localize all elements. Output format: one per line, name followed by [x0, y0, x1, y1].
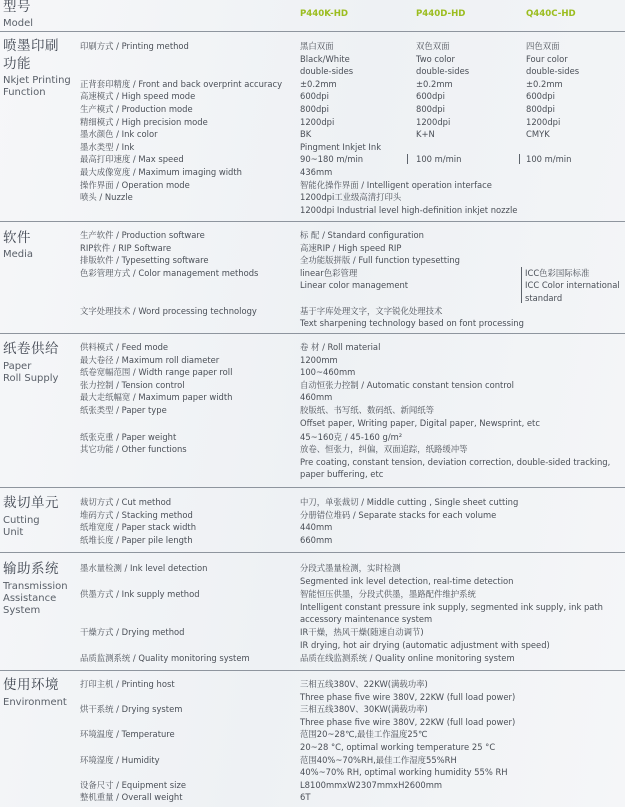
spec-value-k: double-sides: [300, 66, 354, 77]
section-title-en: Unit: [3, 527, 24, 538]
section-title-en: Transmission: [3, 581, 68, 592]
column-separator: [519, 154, 520, 164]
spec-value-c: ICC Color international: [525, 280, 620, 291]
section-title-en: Media: [3, 249, 34, 260]
spec-value-k: 800dpi: [300, 104, 329, 114]
column-separator: [407, 154, 408, 164]
spec-value-k: 600dpi: [300, 91, 329, 102]
spec-value-k: 标 配 / Standard configuration: [300, 230, 424, 240]
spec-label: 干燥方式 / Drying method: [80, 627, 185, 637]
spec-value-k: 1200dpi工业级高清打印头: [300, 192, 402, 203]
spec-label: 最大成像宽度 / Maximum imaging width: [80, 167, 242, 177]
spec-value-k: 范围40%~70%RH,最佳工作湿度55%RH: [300, 754, 457, 765]
spec-value-k: 高速RIP / High speed RIP: [300, 242, 402, 253]
spec-value-k: Three phase five wire 380V, 22KW (full load power): [300, 691, 516, 702]
spec-label: 纸张类型 / Paper type: [80, 405, 167, 415]
model-p440k-hd: P440K-HD: [300, 9, 349, 19]
model-label-cn: 型号: [3, 0, 31, 15]
spec-value-k: 90~180 m/min: [300, 154, 364, 165]
spec-value-k: 自动恒张力控制 / Automatic constant tension control: [300, 379, 515, 390]
spec-label: 整机重量 / Overall weight: [80, 792, 183, 803]
spec-label: 墨水量检测 / Ink level detection: [80, 563, 208, 573]
spec-value-d: 1200dpi: [416, 116, 451, 127]
section-title-en: Roll Supply: [3, 373, 59, 384]
spec-label: 纸堆长度 / Paper pile length: [80, 534, 193, 545]
divider: [0, 670, 625, 671]
spec-value-k: linear色彩管理: [300, 267, 358, 278]
spec-label: 其它功能 / Other functions: [80, 444, 187, 455]
spec-value-k: Black/White: [300, 53, 350, 64]
spec-value-k: 6T: [300, 792, 311, 803]
spec-value-k: 1200dpi: [300, 116, 335, 127]
spec-value-k: 40%~70% RH, optimal working humidity 55% RH: [300, 767, 508, 778]
spec-label: 正背套印精度 / Front and back overprint accuracy: [80, 78, 283, 89]
spec-label: 设备尺寸 / Equipment size: [80, 779, 187, 790]
spec-label: 墨水类型 / Ink: [80, 141, 135, 152]
spec-value-k: 三相五线380V、30KW(满载功率): [300, 704, 428, 715]
spec-value-d: 600dpi: [416, 91, 445, 102]
spec-label: 纸堆宽度 / Paper stack width: [80, 522, 197, 533]
spec-value-k: 660mm: [300, 534, 333, 545]
spec-value-c: Four color: [526, 53, 568, 64]
spec-value-k: 放卷、恒张力，纠偏，双面追踪，纸路缓冲等: [300, 444, 468, 455]
spec-label: 打印主机 / Printing host: [80, 679, 175, 689]
spec-value-k: 436mm: [300, 167, 333, 177]
spec-label: 最高打印速度 / Max speed: [80, 154, 184, 165]
spec-value-k: 范围20~28℃,最佳工作温度25℃: [300, 729, 428, 740]
spec-value-c: 600dpi: [526, 91, 555, 102]
spec-value-k: Text sharpening technology based on font processing: [300, 318, 524, 329]
spec-label: 供墨方式 / Ink supply method: [80, 589, 200, 599]
spec-label: 供料模式 / Feed mode: [80, 342, 169, 352]
spec-value-k: 全功能版拼版 / Full function typesetting: [300, 255, 460, 266]
spec-label: 纸卷宽幅范围 / Width range paper roll: [80, 367, 233, 378]
spec-label: 堆码方式 / Stacking method: [80, 509, 193, 520]
spec-value-k: Three phase five wire 380V, 22KW (full load power): [300, 716, 516, 727]
section-title-en: Function: [3, 87, 46, 98]
spec-label: 最大走纸幅宽 / Maximum paper width: [80, 392, 233, 403]
spec-value-k: 品质在线监测系统 / Quality online monitoring system: [300, 653, 515, 663]
spec-value-k: paper buffering, etc: [300, 469, 384, 480]
spec-label: 印刷方式 / Printing method: [80, 41, 189, 51]
divider: [0, 487, 625, 488]
spec-label: 文字处理技术 / Word processing technology: [80, 305, 257, 316]
spec-value-k: L8100mmxW2307mmxH2600mm: [300, 779, 443, 790]
model-label-en: Model: [3, 18, 34, 29]
spec-value-c: CMYK: [526, 129, 550, 140]
spec-value-k: 智能化操作界面 / Intelligent operation interface: [300, 179, 492, 190]
section-title-cn: 输助系统: [3, 561, 59, 577]
spec-value-k: 基于字库处理文字，文字锐化处理技术: [300, 305, 443, 316]
spec-label: 色彩管理方式 / Color management methods: [80, 267, 259, 278]
spec-label: 纸张克重 / Paper weight: [80, 431, 177, 442]
spec-value-k: 1200dpi Industrial level high-definition inkjet nozzle: [300, 204, 518, 215]
spec-label: 墨水颜色 / Ink color: [80, 129, 158, 140]
spec-label: 环境湿度 / Humidity: [80, 754, 160, 765]
spec-value-k: 卷 材 / Roll material: [300, 342, 381, 352]
spec-value-k: accessory maintenance system: [300, 614, 433, 625]
spec-value-k: 20~28 °C, optimal working temperature 25 °C: [300, 742, 496, 752]
spec-label: 张力控制 / Tension control: [80, 379, 185, 390]
section-title-cn: 软件: [3, 230, 31, 246]
spec-label: 品质监测系统 / Quality monitoring system: [80, 653, 250, 663]
spec-value-c: double-sides: [526, 66, 580, 77]
spec-value-k: Segmented ink level detection, real-time detection: [300, 575, 514, 586]
spec-value-k: 100~460mm: [300, 367, 356, 378]
spec-value-d: ±0.2mm: [416, 78, 453, 89]
spec-value-k: 三相五线380V、22KW(满载功率): [300, 679, 428, 689]
section-title-cn: 功能: [3, 56, 31, 72]
spec-value-d: 800dpi: [416, 104, 445, 114]
model-p440d-hd: P440D-HD: [416, 9, 466, 19]
model-q440c-hd: Q440C-HD: [526, 9, 576, 19]
spec-value-k: Linear color management: [300, 280, 409, 291]
spec-label: 裁切方式 / Cut method: [80, 497, 172, 507]
spec-label: 排版软件 / Typesetting software: [80, 255, 209, 266]
spec-value-k: 黑白双面: [300, 41, 334, 51]
spec-value-k: 分册错位堆码 / Separate stacks for each volume: [300, 509, 497, 520]
spec-value-k: 1200mm: [300, 354, 338, 365]
spec-value-d: 100 m/min: [416, 154, 462, 165]
divider: [0, 31, 625, 32]
spec-value-k: Offset paper, Writing paper, Digital paper, Newsprint, etc: [300, 417, 540, 428]
spec-value-k: 分段式墨量检测，实时检测: [300, 563, 401, 573]
spec-value-k: 中刀，单张裁切 / Middle cutting , Single sheet cutting: [300, 497, 519, 507]
divider: [0, 221, 625, 222]
spec-value-k: IR干燥，热风干燥(随速自动调节): [300, 627, 424, 637]
spec-value-c: standard: [525, 293, 563, 303]
spec-value-d: double-sides: [416, 66, 470, 77]
section-title-en: Environment: [3, 697, 67, 708]
spec-value-k: BK: [300, 129, 312, 140]
section-title-en: Cutting: [3, 515, 40, 526]
spec-value-d: K+N: [416, 129, 435, 140]
spec-label: RIP软件 / RIP Software: [80, 242, 172, 253]
section-title-en: System: [3, 605, 41, 616]
divider: [0, 552, 625, 553]
spec-value-c: 800dpi: [526, 104, 555, 114]
spec-label: 喷头 / Nuzzle: [80, 192, 133, 203]
spec-value-k: ±0.2mm: [300, 78, 337, 89]
spec-value-k: IR drying, hot air drying (automatic adjustment with speed): [300, 639, 550, 650]
spec-label: 精细模式 / High precision mode: [80, 116, 208, 127]
spec-label: 生产模式 / Production mode: [80, 104, 193, 114]
spec-label: 生产软件 / Production software: [80, 230, 205, 240]
spec-value-k: Pingment Inkjet Ink: [300, 141, 382, 152]
section-title-en: Paper: [3, 361, 32, 372]
section-title-cn: 喷墨印刷: [3, 38, 59, 54]
spec-value-c: 100 m/min: [526, 154, 572, 165]
spec-value-c: 1200dpi: [526, 116, 561, 127]
spec-label: 操作界面 / Operation mode: [80, 179, 190, 190]
spec-value-k: 440mm: [300, 522, 333, 533]
section-title-en: Assistance: [3, 593, 57, 604]
spec-value-k: Intelligent constant pressure ink supply, segmented ink supply, ink path: [300, 601, 603, 612]
spec-value-c: ±0.2mm: [526, 78, 563, 89]
spec-value-c: 四色双面: [526, 41, 560, 51]
spec-label: 高速模式 / High speed mode: [80, 91, 196, 102]
section-title-en: Nkjet Printing: [3, 75, 71, 86]
section-title-cn: 纸卷供给: [3, 341, 59, 357]
spec-label: 环境温度 / Temperature: [80, 729, 175, 740]
spec-value-k: 45~160克 / 45-160 g/m²: [300, 431, 403, 442]
column-separator: [521, 267, 522, 303]
section-title-cn: 裁切单元: [3, 495, 59, 511]
spec-value-k: 胶版纸、书写纸、数码纸、新闻纸等: [300, 405, 434, 415]
spec-value-d: Two color: [416, 53, 455, 64]
spec-label: 烘干系统 / Drying system: [80, 704, 183, 715]
spec-value-k: 460mm: [300, 392, 333, 403]
spec-value-c: ICC色彩国际标准: [525, 267, 590, 278]
spec-value-k: 智能恒压供墨，分段式供墨，墨路配件维护系统: [300, 589, 476, 599]
spec-label: 最大卷径 / Maximum roll diameter: [80, 354, 220, 365]
section-title-cn: 使用环境: [3, 677, 59, 693]
divider: [0, 333, 625, 334]
spec-value-d: 双色双面: [416, 41, 450, 51]
spec-value-k: Pre coating, constant tension, deviation correction, double-sided tracking,: [300, 456, 611, 467]
